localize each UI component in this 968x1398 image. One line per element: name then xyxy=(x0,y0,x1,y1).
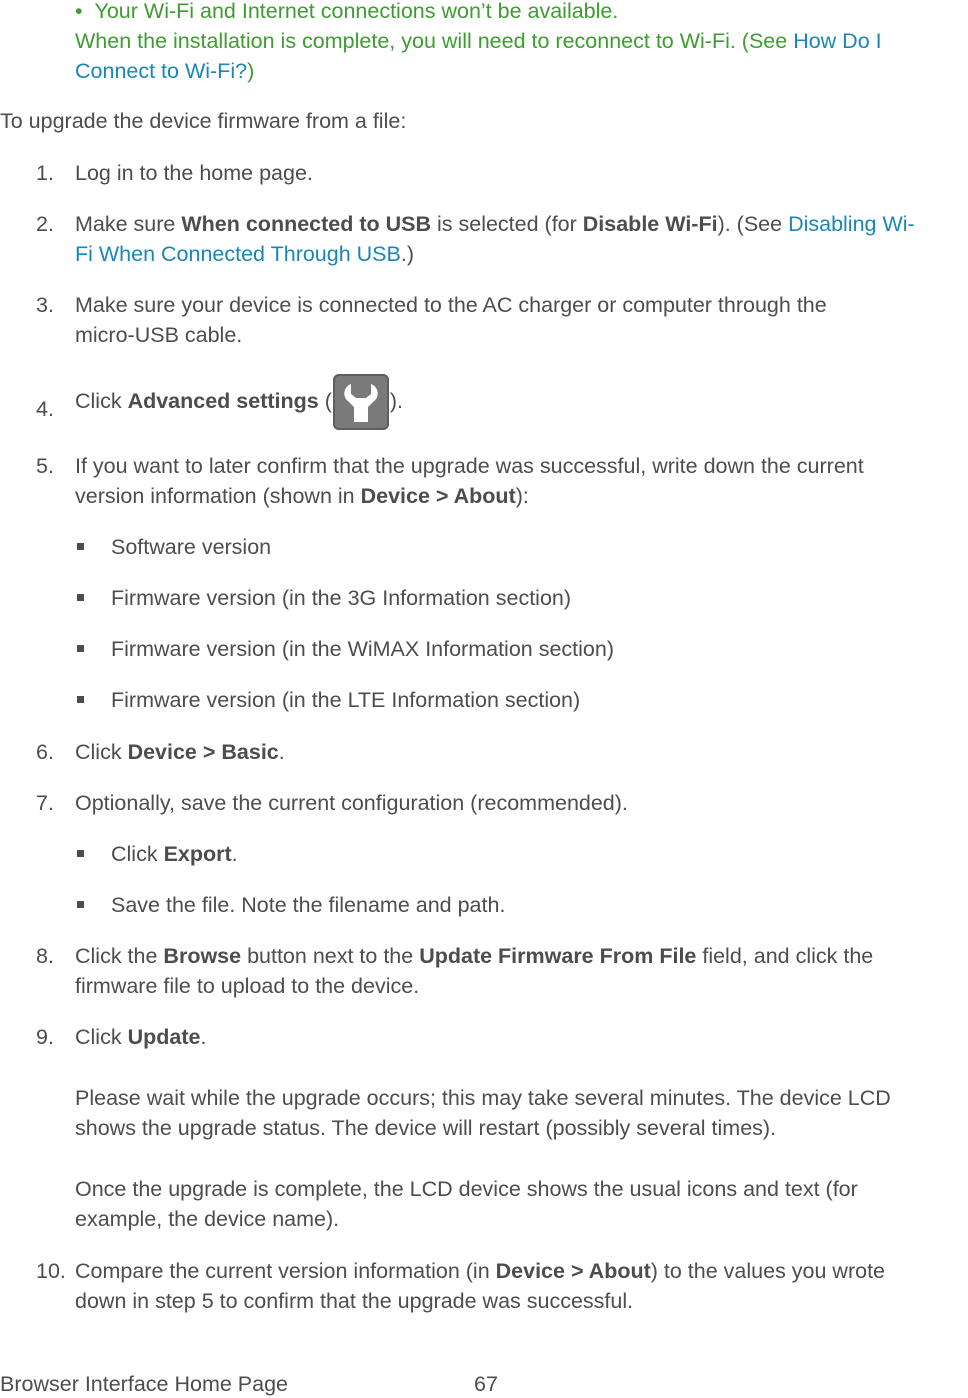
step-2-text-cont xyxy=(75,239,414,269)
step-1-text: Log in to the home page. xyxy=(75,161,313,185)
step-10-line1 xyxy=(75,1256,885,1286)
reconnect-close: ) xyxy=(247,59,255,83)
intro-bullet-text: Your Wi-Fi and Internet connections won’t be available. xyxy=(94,0,619,23)
device-about-label: Device > About xyxy=(495,1259,651,1283)
disable-wifi-label: Disable Wi-Fi xyxy=(582,212,718,236)
how-do-i-connect-link[interactable]: How Do I xyxy=(793,29,882,53)
footer-page-number: 67 xyxy=(474,1372,498,1396)
step-4-close: ). xyxy=(389,389,404,413)
step-9-number: 9. xyxy=(36,1025,54,1049)
square-bullet-icon xyxy=(77,850,84,857)
bullet-firmware-wimax: Firmware version (in the WiMAX Information section) xyxy=(111,637,615,661)
wrench-icon xyxy=(333,374,389,430)
step-3-number: 3. xyxy=(36,293,54,317)
export-post: . xyxy=(231,842,238,866)
reconnect-note xyxy=(75,26,882,56)
step-10-post: ) to the values you wrote xyxy=(650,1259,885,1283)
step-8-mid: button next to the xyxy=(241,944,420,968)
step-4-pre: Click xyxy=(75,389,128,413)
lead-sentence: To upgrade the device firmware from a file: xyxy=(0,109,407,133)
step-8-line1 xyxy=(75,941,873,971)
step-5-pre: version information (shown in xyxy=(75,484,361,508)
step-4-open: ( xyxy=(318,389,332,413)
update-label: Update xyxy=(127,1025,201,1049)
step-5-line2 xyxy=(75,481,529,511)
step-7-number: 7. xyxy=(36,791,54,815)
connect-to-wifi-link[interactable]: Connect to Wi-Fi? xyxy=(75,59,248,83)
bullet-firmware-lte: Firmware version (in the LTE Information section) xyxy=(111,688,581,712)
step-9-para2-line2: example, the device name). xyxy=(75,1207,340,1231)
step-2-post: ). (See xyxy=(717,212,789,236)
step-6-number: 6. xyxy=(36,740,54,764)
step-7-sub-save: Save the file. Note the filename and path. xyxy=(111,893,506,917)
advanced-settings-label: Advanced settings xyxy=(127,389,319,413)
step-5-post: ): xyxy=(515,484,529,508)
browse-label: Browse xyxy=(163,944,242,968)
step-9-para1-line2: shows the upgrade status. The device will restart (possibly several times). xyxy=(75,1116,777,1140)
square-bullet-icon xyxy=(77,543,84,550)
step-8-number: 8. xyxy=(36,944,54,968)
square-bullet-icon xyxy=(77,594,84,601)
device-about-label: Device > About xyxy=(360,484,516,508)
step-8-post: field, and click the xyxy=(696,944,874,968)
step-10-number: 10. xyxy=(36,1259,66,1283)
step-10-line2: down in step 5 to confirm that the upgrade was successful. xyxy=(75,1289,634,1313)
step-9-post: . xyxy=(200,1025,207,1049)
step-3-line2: micro-USB cable. xyxy=(75,323,243,347)
disabling-wifi-link[interactable]: Disabling Wi- xyxy=(788,212,915,236)
step-2-text xyxy=(75,209,915,239)
step-8-line2: firmware file to upload to the device. xyxy=(75,974,420,998)
device-basic-label: Device > Basic xyxy=(127,740,279,764)
export-label: Export xyxy=(163,842,232,866)
step-9-para1-line1: Please wait while the upgrade occurs; this may take several minutes. The device LCD xyxy=(75,1086,891,1110)
step-5-number: 5. xyxy=(36,454,54,478)
round-bullet-icon: • xyxy=(75,0,83,23)
square-bullet-icon xyxy=(77,645,84,652)
reconnect-text: When the installation is complete, you will need to reconnect to Wi-Fi. (See xyxy=(75,29,794,53)
step-2-end: .) xyxy=(400,242,414,266)
step-2-mid: is selected (for xyxy=(431,212,583,236)
update-firmware-from-file-label: Update Firmware From File xyxy=(419,944,697,968)
square-bullet-icon xyxy=(77,696,84,703)
when-connected-usb-label: When connected to USB xyxy=(181,212,432,236)
step-7-text: Optionally, save the current configuration (recommended). xyxy=(75,791,628,815)
step-5-line1: If you want to later confirm that the upgrade was successful, write down the current xyxy=(75,454,864,478)
bullet-firmware-3g: Firmware version (in the 3G Information section) xyxy=(111,586,572,610)
step-1-number: 1. xyxy=(36,161,54,185)
step-2-number: 2. xyxy=(36,212,54,236)
step-8-pre: Click the xyxy=(75,944,164,968)
step-3-line1: Make sure your device is connected to the AC charger or computer through the xyxy=(75,293,827,317)
disabling-wifi-link-cont[interactable]: Fi When Connected Through USB xyxy=(75,242,401,266)
step-6-post: . xyxy=(278,740,285,764)
square-bullet-icon xyxy=(77,901,84,908)
step-6-pre: Click xyxy=(75,740,128,764)
step-4-number: 4. xyxy=(36,397,54,421)
reconnect-note-cont xyxy=(75,56,254,86)
step-9-text xyxy=(75,1022,206,1052)
step-6-text xyxy=(75,737,285,767)
export-pre: Click xyxy=(111,842,164,866)
step-9-pre: Click xyxy=(75,1025,128,1049)
step-9-para2-line1: Once the upgrade is complete, the LCD device shows the usual icons and text (for xyxy=(75,1177,858,1201)
step-7-sub-export xyxy=(111,839,238,869)
intro-bullet-line xyxy=(75,0,618,26)
footer-section-title: Browser Interface Home Page xyxy=(0,1372,288,1396)
step-4-text xyxy=(75,372,403,430)
bullet-software-version: Software version xyxy=(111,535,272,559)
step-2-pre: Make sure xyxy=(75,212,182,236)
step-10-pre: Compare the current version information (in xyxy=(75,1259,496,1283)
